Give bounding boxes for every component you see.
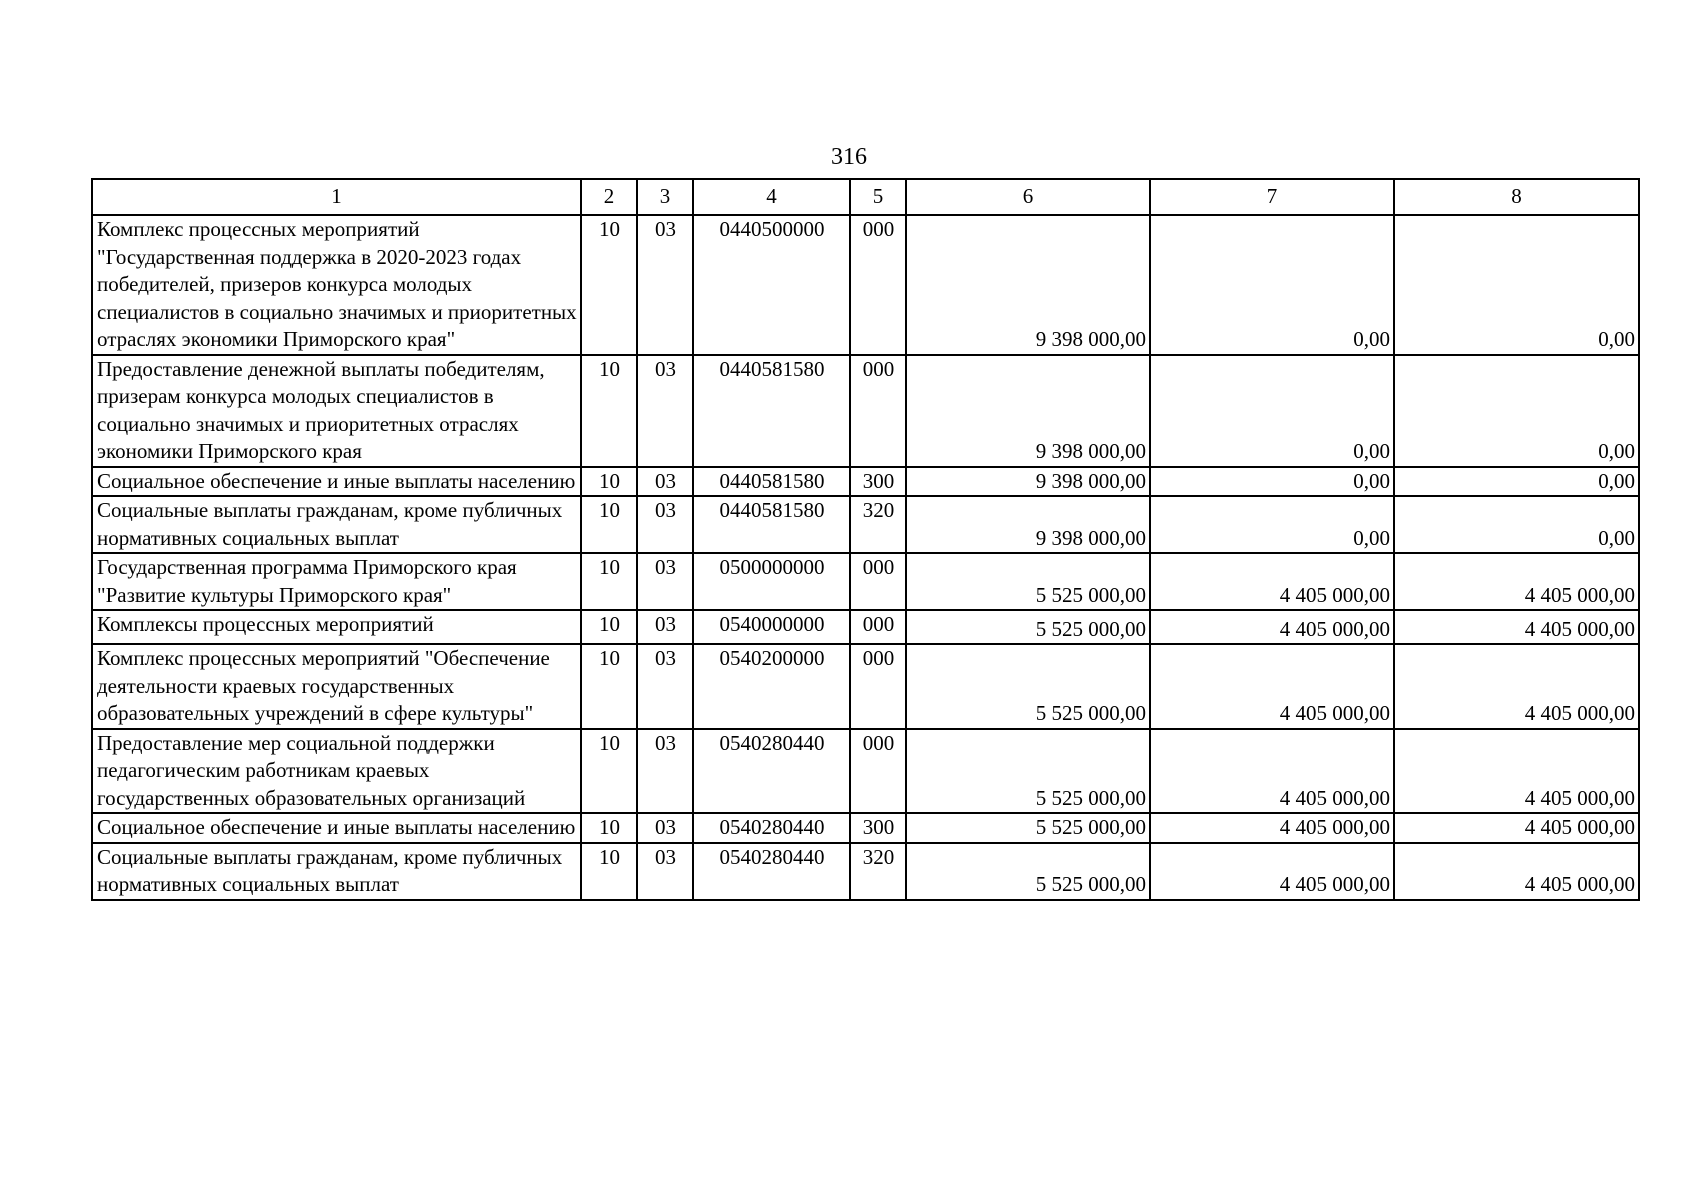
amount-col6: 9 398 000,00 xyxy=(906,355,1150,467)
amount-col7: 0,00 xyxy=(1150,496,1394,553)
target-article-code: 0440581580 xyxy=(693,496,850,553)
target-article-code: 0540200000 xyxy=(693,644,850,729)
target-article-code: 0440500000 xyxy=(693,215,850,355)
expense-type-code: 000 xyxy=(850,355,906,467)
subsection-code: 03 xyxy=(637,355,693,467)
section-code: 10 xyxy=(581,215,637,355)
row-name: Социальные выплаты гражданам, кроме публичных нормативных социальных выплат xyxy=(92,496,581,553)
page-number: 316 xyxy=(831,144,867,170)
expense-type-code: 300 xyxy=(850,813,906,843)
target-article-code: 0540280440 xyxy=(693,843,850,900)
amount-col8: 4 405 000,00 xyxy=(1394,644,1639,729)
section-code: 10 xyxy=(581,355,637,467)
amount-col8: 4 405 000,00 xyxy=(1394,553,1639,610)
amount-col6: 5 525 000,00 xyxy=(906,729,1150,814)
amount-col8: 4 405 000,00 xyxy=(1394,729,1639,814)
amount-col8: 0,00 xyxy=(1394,496,1639,553)
row-name: Предоставление денежной выплаты победителям, призерам конкурса молодых специалистов в социально значимых и приоритетных отраслях экономики Приморского края xyxy=(92,355,581,467)
subsection-code: 03 xyxy=(637,843,693,900)
target-article-code: 0540280440 xyxy=(693,813,850,843)
subsection-code: 03 xyxy=(637,496,693,553)
section-code: 10 xyxy=(581,644,637,729)
amount-col8: 4 405 000,00 xyxy=(1394,843,1639,900)
amount-col7: 4 405 000,00 xyxy=(1150,553,1394,610)
amount-col6: 9 398 000,00 xyxy=(906,496,1150,553)
table-row xyxy=(92,355,1639,467)
target-article-code: 0440581580 xyxy=(693,355,850,467)
column-header: 1 xyxy=(92,179,581,215)
target-article-code: 0500000000 xyxy=(693,553,850,610)
column-header: 7 xyxy=(1150,179,1394,215)
column-header: 5 xyxy=(850,179,906,215)
column-header: 2 xyxy=(581,179,637,215)
table-row xyxy=(92,496,1639,553)
column-header: 8 xyxy=(1394,179,1639,215)
target-article-code: 0540000000 xyxy=(693,610,850,644)
amount-col7: 4 405 000,00 xyxy=(1150,610,1394,644)
subsection-code: 03 xyxy=(637,215,693,355)
amount-col7: 4 405 000,00 xyxy=(1150,729,1394,814)
section-code: 10 xyxy=(581,553,637,610)
row-name: Предоставление мер социальной поддержки педагогическим работникам краевых государственных образовательных организаций xyxy=(92,729,581,814)
amount-col7: 0,00 xyxy=(1150,467,1394,497)
table-row xyxy=(92,215,1639,355)
column-header: 6 xyxy=(906,179,1150,215)
amount-col8: 0,00 xyxy=(1394,215,1639,355)
row-name: Комплексы процессных мероприятий xyxy=(92,610,581,644)
amount-col6: 9 398 000,00 xyxy=(906,467,1150,497)
amount-col8: 4 405 000,00 xyxy=(1394,610,1639,644)
amount-col8: 0,00 xyxy=(1394,355,1639,467)
amount-col8: 4 405 000,00 xyxy=(1394,813,1639,843)
section-code: 10 xyxy=(581,610,637,644)
table-row xyxy=(92,553,1639,610)
subsection-code: 03 xyxy=(637,610,693,644)
amount-col7: 4 405 000,00 xyxy=(1150,843,1394,900)
row-name: Комплекс процессных мероприятий "Обеспечение деятельности краевых государственных образовательных учреждений в сфере культуры" xyxy=(92,644,581,729)
amount-col7: 0,00 xyxy=(1150,215,1394,355)
expense-type-code: 320 xyxy=(850,843,906,900)
amount-col6: 5 525 000,00 xyxy=(906,644,1150,729)
table-row xyxy=(92,843,1639,900)
amount-col6: 9 398 000,00 xyxy=(906,215,1150,355)
expense-type-code: 000 xyxy=(850,644,906,729)
section-code: 10 xyxy=(581,467,637,497)
expense-type-code: 000 xyxy=(850,215,906,355)
column-header: 3 xyxy=(637,179,693,215)
section-code: 10 xyxy=(581,813,637,843)
column-header: 4 xyxy=(693,179,850,215)
row-name: Социальное обеспечение и иные выплаты населению xyxy=(92,467,581,497)
subsection-code: 03 xyxy=(637,644,693,729)
amount-col6: 5 525 000,00 xyxy=(906,843,1150,900)
target-article-code: 0540280440 xyxy=(693,729,850,814)
amount-col8: 0,00 xyxy=(1394,467,1639,497)
table-row xyxy=(92,467,1639,497)
row-name: Комплекс процессных мероприятий "Государственная поддержка в 2020-2023 годах победителей, призеров конкурса молодых специалистов в социально значимых и приоритетных отраслях экономики Приморского края" xyxy=(92,215,581,355)
amount-col7: 0,00 xyxy=(1150,355,1394,467)
budget-table xyxy=(91,178,1640,901)
subsection-code: 03 xyxy=(637,467,693,497)
table-row xyxy=(92,610,1639,644)
subsection-code: 03 xyxy=(637,813,693,843)
expense-type-code: 000 xyxy=(850,553,906,610)
expense-type-code: 300 xyxy=(850,467,906,497)
section-code: 10 xyxy=(581,843,637,900)
header-row xyxy=(92,179,1639,215)
table-row xyxy=(92,729,1639,814)
amount-col6: 5 525 000,00 xyxy=(906,813,1150,843)
amount-col7: 4 405 000,00 xyxy=(1150,813,1394,843)
amount-col7: 4 405 000,00 xyxy=(1150,644,1394,729)
expense-type-code: 000 xyxy=(850,610,906,644)
row-name: Государственная программа Приморского края "Развитие культуры Приморского края" xyxy=(92,553,581,610)
subsection-code: 03 xyxy=(637,553,693,610)
subsection-code: 03 xyxy=(637,729,693,814)
section-code: 10 xyxy=(581,729,637,814)
target-article-code: 0440581580 xyxy=(693,467,850,497)
row-name: Социальное обеспечение и иные выплаты населению xyxy=(92,813,581,843)
table-row xyxy=(92,813,1639,843)
expense-type-code: 000 xyxy=(850,729,906,814)
section-code: 10 xyxy=(581,496,637,553)
expense-type-code: 320 xyxy=(850,496,906,553)
row-name: Социальные выплаты гражданам, кроме публичных нормативных социальных выплат xyxy=(92,843,581,900)
amount-col6: 5 525 000,00 xyxy=(906,610,1150,644)
table-row xyxy=(92,644,1639,729)
amount-col6: 5 525 000,00 xyxy=(906,553,1150,610)
